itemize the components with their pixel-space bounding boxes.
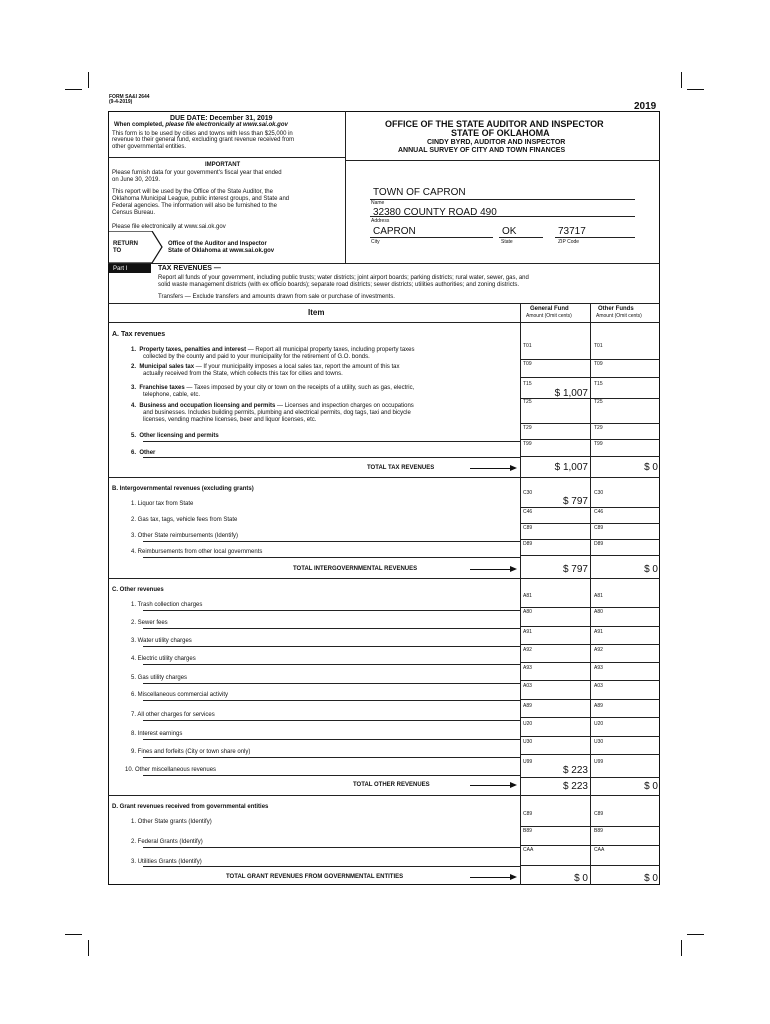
- line-code: C89: [594, 811, 604, 817]
- line-code: T01: [523, 343, 532, 349]
- total-intergov-general: $ 797: [562, 564, 588, 575]
- arrow-icon: [470, 468, 515, 469]
- intergov-item: 1. Liquor tax from State: [131, 501, 194, 507]
- intergov-item: 4. Reimbursements from other local governments: [131, 549, 263, 555]
- tax-item-6: 6. Other: [131, 450, 156, 456]
- zip-label: ZIP Code: [558, 239, 580, 245]
- line-code: A81: [523, 593, 532, 599]
- form-date: (9-4-2019): [109, 99, 133, 105]
- arrow-icon: [470, 785, 515, 786]
- crop-mark: [687, 89, 704, 90]
- grant-item: 1. Other State grants (Identify): [131, 819, 212, 825]
- intro-text: This form is to be used by cities and towns with less than $25,000 in: [112, 131, 293, 137]
- part-description: Report all funds of your government, including public trusts; water districts; joint airport boards; parking districts; rural water, sewer, gas, and: [158, 275, 529, 281]
- city-label: City: [371, 239, 380, 245]
- transfers-note: Transfers — Exclude transfers and amounts drawn from sale or purchase of investments.: [158, 294, 395, 300]
- line-code: C89: [594, 525, 604, 531]
- line-code: T99: [594, 441, 603, 447]
- total-other-label: TOTAL OTHER REVENUES: [353, 782, 430, 788]
- line-code: A93: [523, 665, 532, 671]
- line-code: A80: [594, 609, 603, 615]
- line-code: A03: [523, 683, 532, 689]
- total-other-general: $ 223: [562, 781, 588, 792]
- usage-text: Oklahoma Municipal League, public interest groups, and State and: [112, 196, 290, 202]
- other-revenue-item: 4. Electric utility charges: [131, 656, 196, 662]
- section-a-title: A. Tax revenues: [112, 331, 166, 338]
- usage-text: This report will be used by the Office of the State Auditor, the: [112, 189, 273, 195]
- address-label: Address: [371, 218, 390, 224]
- office-title: OFFICE OF THE STATE AUDITOR AND INSPECTOR: [385, 119, 604, 129]
- auditor-name: CINDY BYRD, AUDITOR AND INSPECTOR: [427, 139, 566, 146]
- line-code: A92: [523, 647, 532, 653]
- total-grant-other: $ 0: [644, 873, 658, 884]
- total-intergov-other: $ 0: [644, 564, 658, 575]
- line-code: A93: [594, 665, 603, 671]
- crop-mark: [65, 89, 82, 90]
- total-intergov-label: TOTAL INTERGOVERNMENTAL REVENUES: [293, 566, 418, 572]
- crop-mark: [687, 934, 704, 935]
- line-code: C46: [594, 509, 604, 515]
- important-text: on June 30, 2019.: [112, 177, 161, 183]
- column-item: Item: [308, 308, 325, 317]
- return-to-label: TO: [113, 248, 122, 254]
- column-other-funds: Other Funds: [598, 306, 634, 312]
- grant-item: 3. Utilities Grants (Identify): [131, 859, 202, 865]
- tax-item-3-detail: telephone, cable, etc.: [143, 392, 201, 398]
- section-d-title: D. Grant revenues received from governmental entities: [112, 804, 269, 810]
- line-code: A03: [594, 683, 603, 689]
- line-code: U30: [594, 739, 604, 745]
- crop-mark: [681, 72, 682, 88]
- line-code: T09: [523, 361, 532, 367]
- section-c-title: C. Other revenues: [112, 587, 164, 593]
- return-address: State of Oklahoma at www.sai.ok.gov: [168, 248, 275, 254]
- other-revenue-item: 3. Water utility charges: [131, 638, 192, 644]
- tax-item-1: 1. Property taxes, penalties and interest — Report all municipal property taxes, including property taxes: [131, 347, 415, 353]
- other-revenue-item: 1. Trash collection charges: [131, 602, 203, 608]
- line-code: A92: [594, 647, 603, 653]
- franchise-tax-amount: $ 1,007: [554, 388, 588, 399]
- crop-mark: [88, 72, 89, 88]
- return-address: Office of the Auditor and Inspector: [168, 241, 267, 247]
- arrow-icon: [470, 569, 515, 570]
- tax-item-1-detail: collected by the county and paid to your municipality for the retirement of G.O. bonds.: [143, 354, 370, 360]
- line-code: T15: [523, 381, 532, 387]
- misc-revenue-amount: $ 223: [562, 765, 588, 776]
- intro-text: revenue to their general fund, excluding grant revenue received from: [112, 137, 295, 143]
- line-code: A91: [594, 629, 603, 635]
- part-tag-label: Part I: [113, 266, 128, 272]
- total-tax-label: TOTAL TAX REVENUES: [367, 465, 435, 471]
- line-code: T01: [594, 343, 603, 349]
- line-code: CAA: [594, 847, 605, 853]
- other-revenue-item: 9. Fines and forfeits (City or town share only): [131, 749, 251, 755]
- line-code: D89: [594, 541, 604, 547]
- total-tax-other: $ 0: [644, 462, 658, 473]
- line-code: T15: [594, 381, 603, 387]
- grant-item: 2. Federal Grants (Identify): [131, 839, 203, 845]
- liquor-tax-amount: $ 797: [562, 496, 588, 507]
- crop-mark: [681, 940, 682, 956]
- entity-zip: 73717: [558, 226, 586, 237]
- part-description: solid waste management districts (with ex officio boards); separate road districts; sewer districts; utilities authorities; and zoning districts.: [158, 282, 520, 288]
- section-b-title: B. Intergovernmental revenues (excluding grants): [112, 486, 254, 492]
- important-text: Please furnish data for your government's fiscal year that ended: [112, 170, 282, 176]
- line-code: C30: [594, 490, 604, 496]
- return-to-arrow: [108, 231, 164, 263]
- line-code: A80: [523, 609, 532, 615]
- state-title: STATE OF OKLAHOMA: [451, 128, 550, 138]
- other-revenue-item: 7. All other charges for services: [131, 712, 215, 718]
- column-other-sub: Amount (Omit cents): [596, 313, 642, 319]
- tax-item-4: 4. Business and occupation licensing and permits — Licenses and inspection charges on occupations: [131, 403, 414, 409]
- tax-item-3: 3. Franchise taxes — Taxes imposed by your city or town on the receipts of a utility, such as gas, electric,: [131, 385, 415, 391]
- intro-text: other governmental entities.: [112, 144, 187, 150]
- form-year: 2019: [634, 101, 657, 112]
- tax-item-2: 2. Municipal sales tax — If your municipality imposes a local sales tax, report the amount of this tax: [131, 364, 400, 370]
- line-code: A91: [523, 629, 532, 635]
- when-completed: When completed, please file electronically at www.sai.ok.gov: [114, 122, 288, 128]
- total-other-other: $ 0: [644, 781, 658, 792]
- line-code: T25: [523, 399, 532, 405]
- part-title: TAX REVENUES —: [158, 265, 221, 272]
- form-number: FORM SA&I 2644: [109, 94, 150, 100]
- line-code: A89: [594, 703, 603, 709]
- line-code: U99: [594, 759, 604, 765]
- state-label: State: [501, 239, 513, 245]
- line-code: T25: [594, 399, 603, 405]
- due-date: DUE DATE: December 31, 2019: [170, 115, 273, 122]
- line-code: CAA: [523, 847, 534, 853]
- column-general-sub: Amount (Omit cents): [526, 313, 572, 319]
- total-grant-general: $ 0: [574, 873, 588, 884]
- other-revenue-item: 6. Miscellaneous commercial activity: [131, 692, 229, 698]
- line-code: B89: [523, 828, 532, 834]
- return-to-label: RETURN: [113, 241, 138, 247]
- line-code: U20: [523, 721, 533, 727]
- intergov-item: 3. Other State reimbursements (Identify): [131, 533, 239, 539]
- entity-city: CAPRON: [373, 226, 416, 237]
- line-code: C89: [523, 811, 533, 817]
- line-code: C89: [523, 525, 533, 531]
- line-code: C46: [523, 509, 533, 515]
- line-code: D89: [523, 541, 533, 547]
- other-revenue-item: 2. Sewer fees: [131, 620, 168, 626]
- usage-text: Census Bureau.: [112, 210, 156, 216]
- entity-address: 32380 COUNTY ROAD 490: [373, 207, 497, 218]
- survey-title: ANNUAL SURVEY OF CITY AND TOWN FINANCES: [398, 147, 566, 154]
- line-code: A89: [523, 703, 532, 709]
- important-title: IMPORTANT: [205, 162, 241, 168]
- other-revenue-item: 5. Gas utility charges: [131, 675, 188, 681]
- arrow-icon: [470, 877, 515, 878]
- name-label: Name: [371, 200, 385, 206]
- intergov-item: 2. Gas tax, tags, vehicle fees from State: [131, 517, 238, 523]
- other-revenue-item: 8. Interest earnings: [131, 731, 183, 737]
- tax-item-4-detail: and businesses. Includes building permits, plumbing and electrical permits, dog tags, taxi and bicycle: [143, 410, 411, 416]
- crop-mark: [65, 934, 82, 935]
- line-code: B89: [594, 828, 603, 834]
- line-code: U30: [523, 739, 533, 745]
- line-code: T29: [523, 425, 532, 431]
- entity-state: OK: [502, 226, 517, 237]
- tax-item-4-detail: licenses, vending machine licenses, beer and liquor licenses, etc.: [143, 417, 317, 423]
- tax-item-2-detail: actually received from the State, which collects this tax for cities and towns.: [143, 371, 343, 377]
- line-code: T09: [594, 361, 603, 367]
- line-code: U99: [523, 759, 533, 765]
- crop-mark: [88, 940, 89, 956]
- line-code: T99: [523, 441, 532, 447]
- tax-item-5: 5. Other licensing and permits: [131, 433, 219, 439]
- file-electronically: Please file electronically at www.sai.ok.gov: [112, 224, 226, 230]
- total-grant-label: TOTAL GRANT REVENUES FROM GOVERNMENTAL ENTITIES: [226, 874, 404, 880]
- usage-text: Federal agencies. The information will also be furnished to the: [112, 203, 277, 209]
- other-revenue-item: 10. Other miscellaneous revenues: [125, 767, 217, 773]
- line-code: C30: [523, 490, 533, 496]
- column-general-fund: General Fund: [530, 306, 569, 312]
- line-code: U20: [594, 721, 604, 727]
- total-tax-general: $ 1,007: [554, 462, 588, 473]
- line-code: T29: [594, 425, 603, 431]
- line-code: A81: [594, 593, 603, 599]
- entity-name: TOWN OF CAPRON: [373, 187, 466, 198]
